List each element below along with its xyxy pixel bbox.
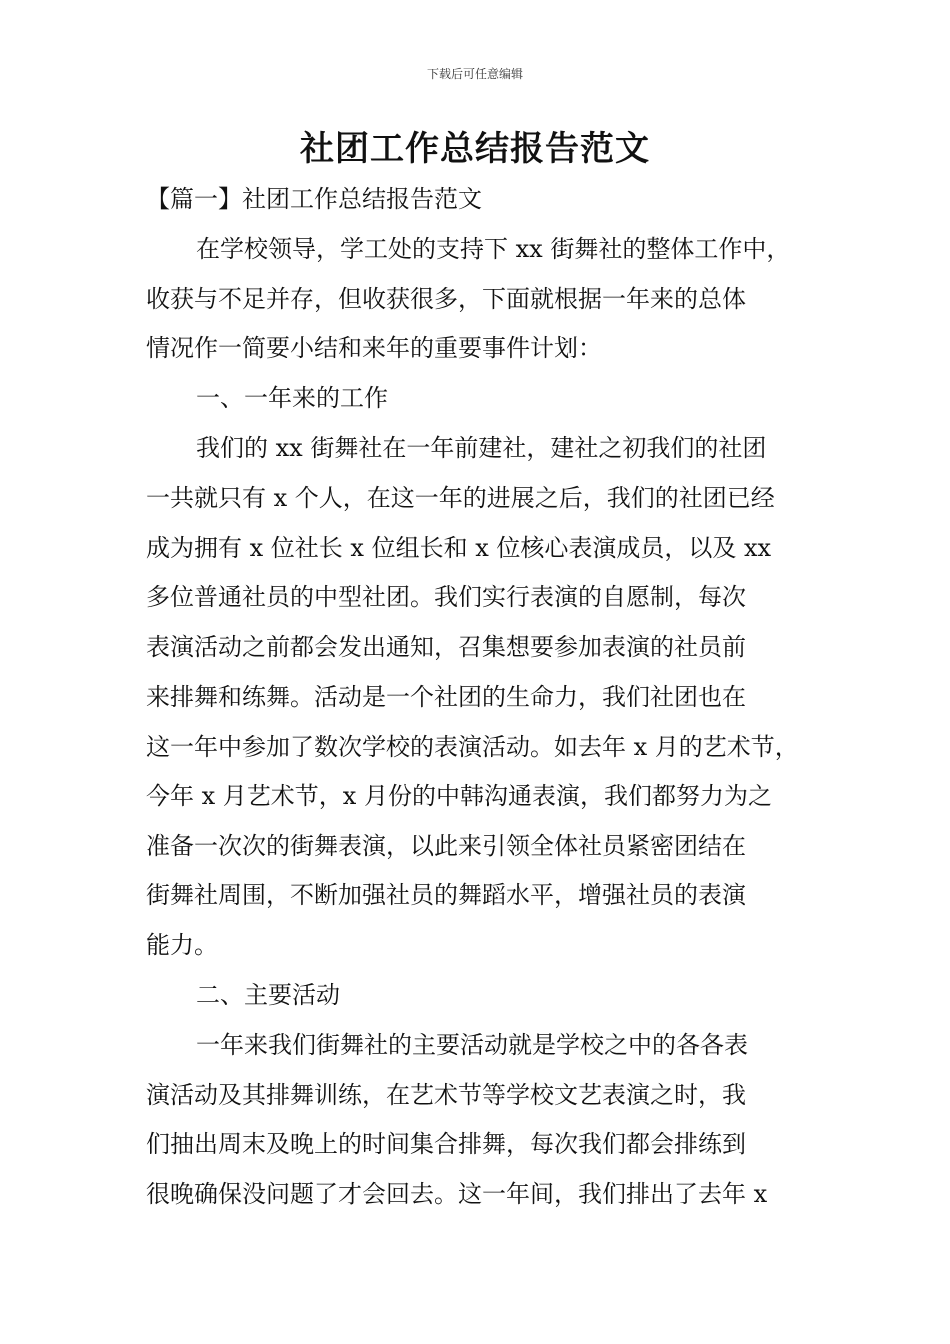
body-line: 今年 x 月艺术节，x 月份的中韩沟通表演，我们都努力为之 bbox=[146, 782, 772, 810]
section-subheading: 一、一年来的工作 bbox=[196, 384, 388, 412]
header-note: 下载后可任意编辑 bbox=[426, 67, 523, 81]
body-line: 情况作一简要小结和来年的重要事件计划： bbox=[146, 334, 602, 362]
body-line: 一年来我们街舞社的主要活动就是学校之中的各各表 bbox=[196, 1031, 748, 1059]
body-line: 成为拥有 x 位社长 x 位组长和 x 位核心表演成员，以及 xx bbox=[146, 534, 772, 562]
body-line: 来排舞和练舞。活动是一个社团的生命力，我们社团也在 bbox=[146, 683, 746, 711]
document-title: 社团工作总结报告范文 bbox=[300, 129, 650, 169]
body-line: 演活动及其排舞训练，在艺术节等学校文艺表演之时，我 bbox=[146, 1081, 746, 1109]
body-line: 们抽出周末及晚上的时间集合排舞，每次我们都会排练到 bbox=[146, 1130, 746, 1158]
body-line: 街舞社周围，不断加强社员的舞蹈水平，增强社员的表演 bbox=[146, 881, 746, 909]
body-line: 我们的 xx 街舞社在一年前建社，建社之初我们的社团 bbox=[196, 434, 767, 462]
section-heading: 【篇一】社团工作总结报告范文 bbox=[146, 185, 482, 213]
body-line: 能力。 bbox=[146, 931, 218, 959]
section-subheading: 二、主要活动 bbox=[196, 981, 340, 1009]
body-line: 多位普通社员的中型社团。我们实行表演的自愿制，每次 bbox=[146, 583, 746, 611]
body-line: 在学校领导，学工处的支持下 xx 街舞社的整体工作中， bbox=[196, 235, 791, 263]
body-line: 这一年中参加了数次学校的表演活动。如去年 x 月的艺术节， bbox=[146, 733, 799, 761]
body-line: 收获与不足并存，但收获很多，下面就根据一年来的总体 bbox=[146, 285, 746, 313]
body-line: 准备一次次的街舞表演，以此来引领全体社员紧密团结在 bbox=[146, 832, 746, 860]
body-line: 一共就只有 x 个人，在这一年的进展之后，我们的社团已经 bbox=[146, 484, 775, 512]
body-line: 表演活动之前都会发出通知，召集想要参加表演的社员前 bbox=[146, 633, 746, 661]
body-line: 很晚确保没问题了才会回去。这一年间，我们排出了去年 x bbox=[146, 1180, 768, 1208]
